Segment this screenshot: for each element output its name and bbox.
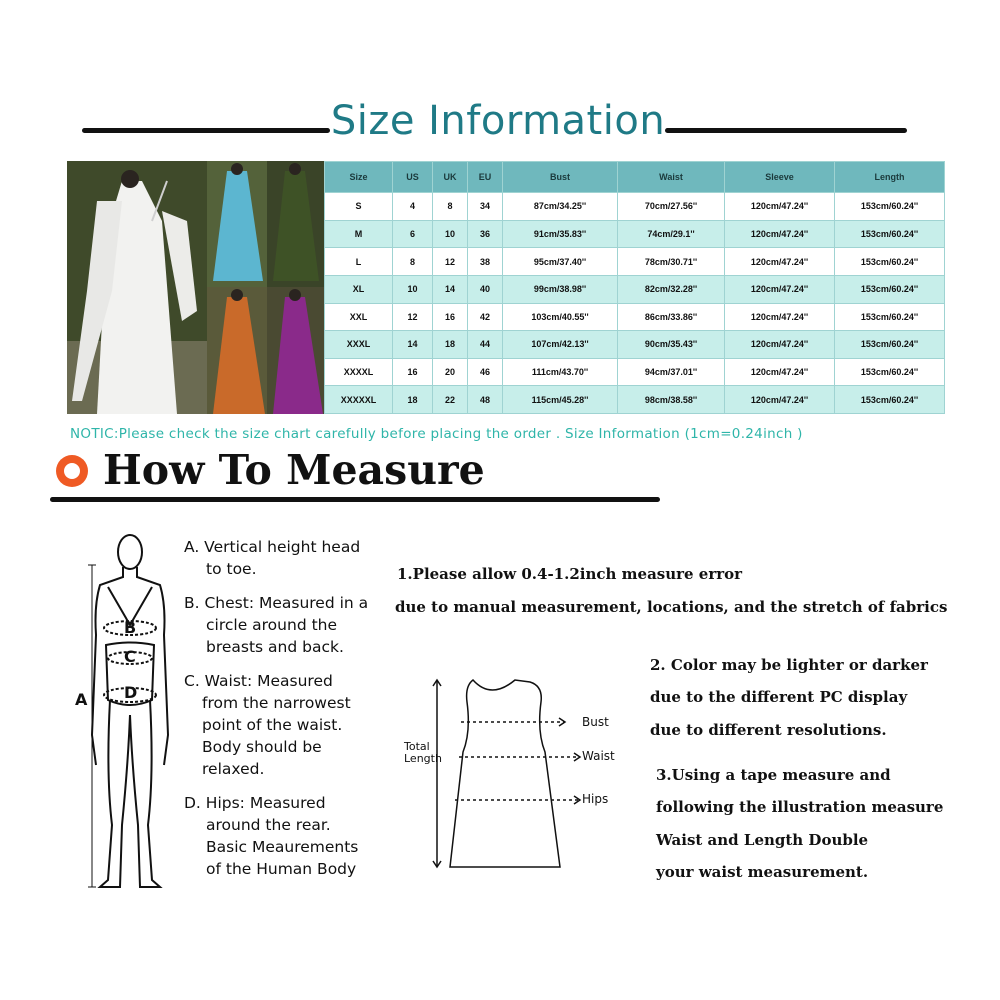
table-cell: 99cm/38.98''	[503, 275, 618, 303]
table-cell: 120cm/47.24''	[725, 248, 835, 276]
instr-c1: C. Waist: Measured	[184, 672, 333, 690]
header-uk: UK	[433, 162, 468, 193]
instr-b3: breasts and back.	[206, 638, 344, 656]
table-cell: XXXL	[325, 331, 393, 359]
table-cell: 82cm/32.28''	[618, 275, 725, 303]
table-cell: S	[325, 193, 393, 221]
measure-instructions	[184, 536, 384, 880]
table-cell: 95cm/37.40''	[503, 248, 618, 276]
table-cell: 40	[468, 275, 503, 303]
instr-c2: from the narrowest	[202, 694, 351, 712]
table-row	[325, 358, 945, 386]
table-cell: 120cm/47.24''	[725, 220, 835, 248]
table-row	[325, 386, 945, 414]
table-row	[325, 193, 945, 221]
header-size: Size	[325, 162, 393, 193]
table-cell: 103cm/40.55''	[503, 303, 618, 331]
table-cell: 153cm/60.24''	[835, 386, 945, 414]
table-cell: 74cm/29.1''	[618, 220, 725, 248]
table-cell: 91cm/35.83''	[503, 220, 618, 248]
table-cell: 153cm/60.24''	[835, 220, 945, 248]
table-cell: 22	[433, 386, 468, 414]
table-cell: 48	[468, 386, 503, 414]
label-c: C	[124, 647, 136, 666]
label-a: A	[75, 690, 88, 709]
note-1-line-2: due to manual measurement, locations, and the stretch of fabrics	[395, 598, 948, 616]
table-cell: 10	[433, 220, 468, 248]
table-cell: 42	[468, 303, 503, 331]
table-row	[325, 275, 945, 303]
body-measurement-figure	[70, 525, 180, 895]
instr-a1: A. Vertical height head	[184, 538, 361, 556]
table-cell: XXXXL	[325, 358, 393, 386]
note-3-line-3: Waist and Length Double	[656, 831, 869, 849]
header-us: US	[393, 162, 433, 193]
table-cell: 86cm/33.86''	[618, 303, 725, 331]
table-cell: 120cm/47.24''	[725, 275, 835, 303]
instr-c5: relaxed.	[202, 760, 265, 778]
table-cell: 98cm/38.58''	[618, 386, 725, 414]
instr-c3: point of the waist.	[202, 716, 343, 734]
note-2-line-2: due to the different PC display	[650, 688, 908, 706]
header-waist: Waist	[618, 162, 725, 193]
bullet-circle-inner	[64, 463, 80, 479]
table-cell: 34	[468, 193, 503, 221]
label-d: D	[124, 683, 138, 702]
how-to-measure-heading: How To Measure	[103, 446, 485, 494]
size-chart-table	[324, 161, 945, 414]
note-2-line-3: due to different resolutions.	[650, 721, 887, 739]
page-title: Size Information	[330, 98, 666, 144]
product-photo-collage	[67, 161, 326, 414]
table-cell: 4	[393, 193, 433, 221]
table-cell: 153cm/60.24''	[835, 193, 945, 221]
note-3-line-4: your waist measurement.	[656, 863, 869, 881]
note-3-line-1: 3.Using a tape measure and	[656, 766, 891, 784]
table-cell: XXXXXL	[325, 386, 393, 414]
table-row	[325, 220, 945, 248]
table-cell: 87cm/34.25''	[503, 193, 618, 221]
instr-a2: to toe.	[206, 560, 257, 578]
table-cell: 90cm/35.43''	[618, 331, 725, 359]
table-cell: M	[325, 220, 393, 248]
table-cell: 12	[433, 248, 468, 276]
instr-b2: circle around the	[206, 616, 338, 634]
table-cell: 94cm/37.01''	[618, 358, 725, 386]
header-sleeve: Sleeve	[725, 162, 835, 193]
label-b: B	[124, 618, 137, 637]
table-cell: 14	[433, 275, 468, 303]
table-cell: 18	[393, 386, 433, 414]
instr-c4: Body should be	[202, 738, 322, 756]
hips-label: Hips	[582, 792, 609, 806]
table-cell: 115cm/45.28''	[503, 386, 618, 414]
table-cell: 70cm/27.56''	[618, 193, 725, 221]
table-cell: 6	[393, 220, 433, 248]
table-cell: 44	[468, 331, 503, 359]
table-cell: 10	[393, 275, 433, 303]
note-1-line-1: 1.Please allow 0.4-1.2inch measure error	[397, 565, 743, 583]
table-cell: 153cm/60.24''	[835, 248, 945, 276]
instr-d1: D. Hips: Measured	[184, 794, 326, 812]
table-row	[325, 331, 945, 359]
table-cell: 8	[393, 248, 433, 276]
table-cell: 38	[468, 248, 503, 276]
table-cell: 14	[393, 331, 433, 359]
table-cell: 120cm/47.24''	[725, 193, 835, 221]
table-cell: 46	[468, 358, 503, 386]
table-cell: 153cm/60.24''	[835, 358, 945, 386]
table-cell: XXL	[325, 303, 393, 331]
dress-measurement-figure	[395, 672, 635, 877]
bust-label: Bust	[582, 715, 609, 729]
table-cell: 16	[393, 358, 433, 386]
table-cell: 111cm/43.70''	[503, 358, 618, 386]
table-cell: XL	[325, 275, 393, 303]
table-row	[325, 248, 945, 276]
table-header-row	[325, 162, 945, 193]
table-cell: 20	[433, 358, 468, 386]
table-cell: 36	[468, 220, 503, 248]
note-3-line-2: following the illustration measure	[656, 798, 944, 816]
total-length-label	[404, 741, 442, 765]
table-cell: 153cm/60.24''	[835, 275, 945, 303]
table-cell: 107cm/42.13''	[503, 331, 618, 359]
heading-underline	[50, 497, 660, 502]
table-cell: 8	[433, 193, 468, 221]
header-eu: EU	[468, 162, 503, 193]
instr-d2: around the rear.	[206, 816, 331, 834]
size-notice: NOTIC:Please check the size chart carefully before placing the order . Size Information (1cm=0.24inch )	[70, 426, 803, 442]
total-length-line-2: Length	[404, 752, 442, 765]
title-rule-right	[665, 128, 907, 133]
header-bust: Bust	[503, 162, 618, 193]
table-cell: 153cm/60.24''	[835, 303, 945, 331]
table-cell: 120cm/47.24''	[725, 303, 835, 331]
title-rule-left	[82, 128, 330, 133]
header-length: Length	[835, 162, 945, 193]
table-cell: 153cm/60.24''	[835, 331, 945, 359]
instr-d3: Basic Meaurements	[206, 838, 359, 856]
table-cell: 18	[433, 331, 468, 359]
instr-d4: of the Human Body	[206, 860, 357, 878]
waist-label: Waist	[582, 749, 615, 763]
table-cell: 120cm/47.24''	[725, 358, 835, 386]
table-cell: 120cm/47.24''	[725, 386, 835, 414]
table-cell: 120cm/47.24''	[725, 331, 835, 359]
table-cell: 12	[393, 303, 433, 331]
instr-b1: B. Chest: Measured in a	[184, 594, 369, 612]
note-2-line-1: 2. Color may be lighter or darker	[650, 656, 928, 674]
table-cell: 78cm/30.71''	[618, 248, 725, 276]
table-cell: 16	[433, 303, 468, 331]
total-length-line-1: Total	[404, 740, 430, 753]
table-cell: L	[325, 248, 393, 276]
table-row	[325, 303, 945, 331]
